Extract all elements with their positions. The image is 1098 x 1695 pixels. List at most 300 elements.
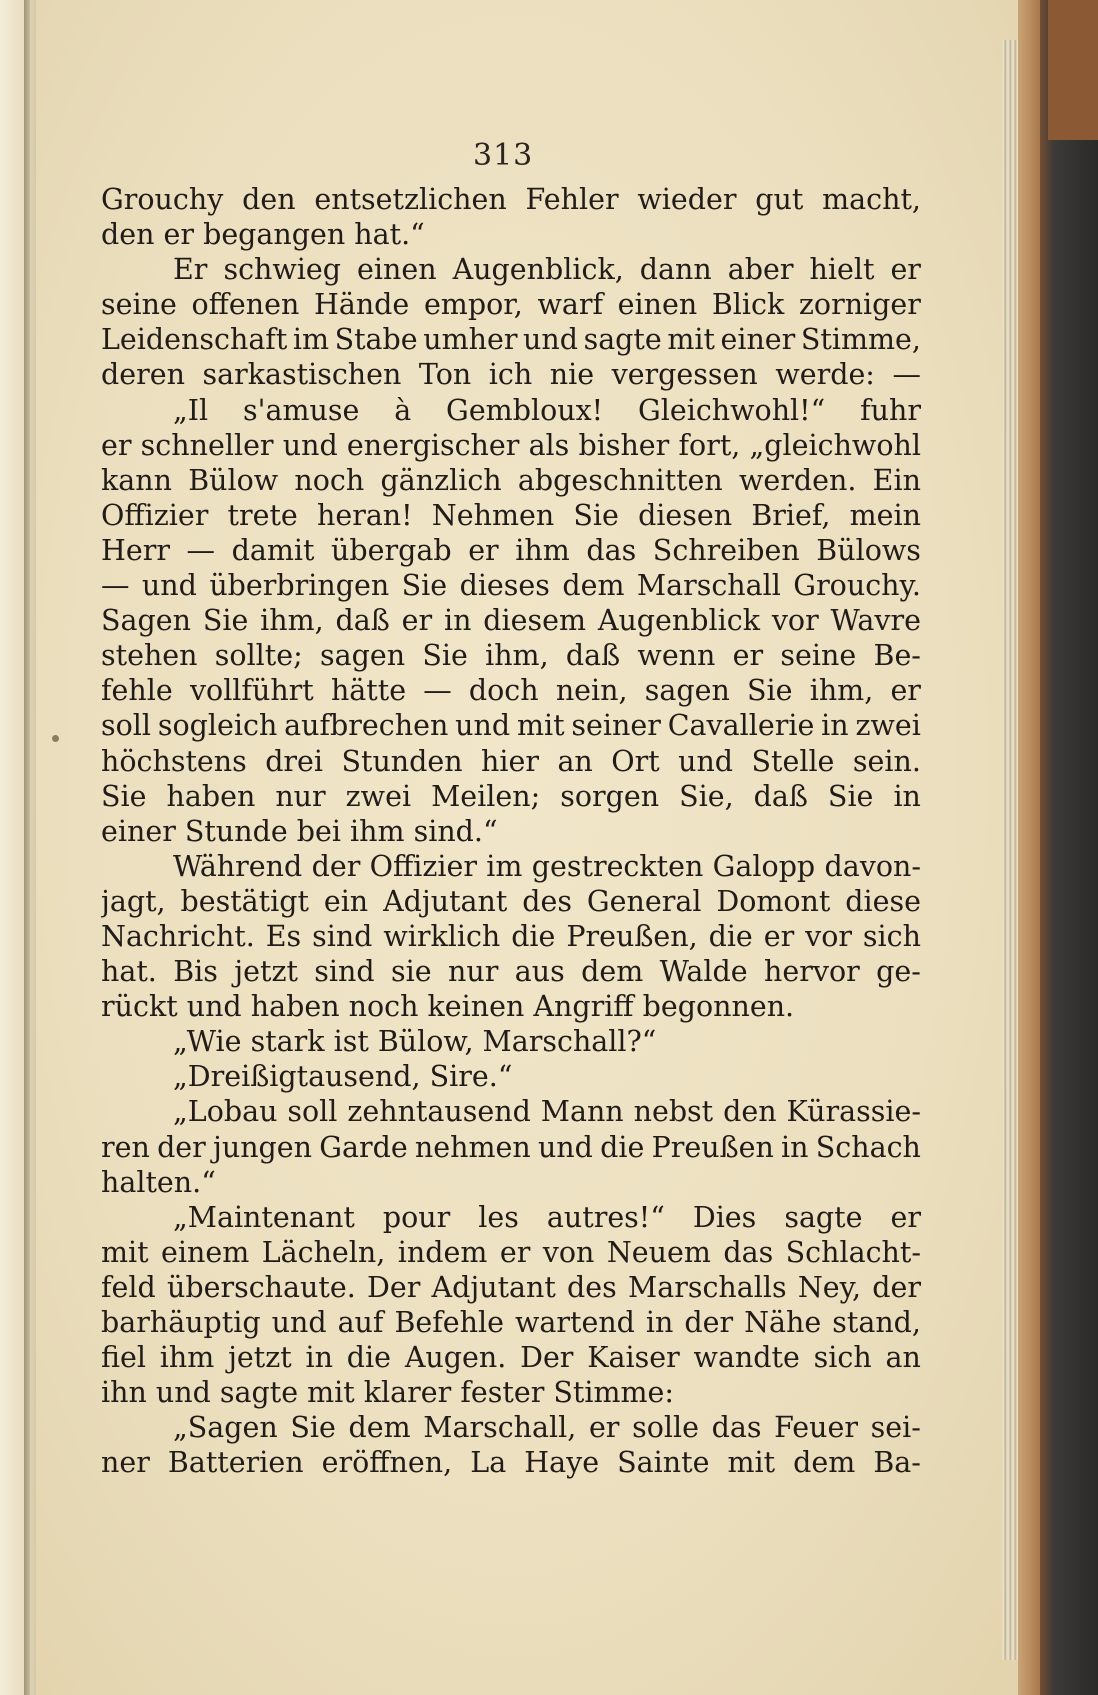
text-word: sollte; [214, 639, 303, 673]
text-word: das [711, 1411, 762, 1445]
text-word: Der [520, 1341, 574, 1375]
text-word: aus [514, 955, 565, 989]
text-word: übergab [331, 533, 452, 567]
text-word: zwei [855, 709, 921, 743]
text-word: Lächeln, [261, 1235, 386, 1269]
text-word: dem [793, 1446, 856, 1480]
text-word: daß [565, 639, 621, 673]
text-word: ihm, [485, 639, 549, 673]
text-word: Während [173, 849, 303, 883]
text-word: — [423, 674, 452, 708]
text-line [101, 252, 921, 287]
text-word: Kürassie- [786, 1095, 921, 1129]
text-word: die [511, 919, 556, 953]
text-word: Sie [422, 639, 468, 673]
text-word: barhäuptig [101, 1306, 261, 1339]
text-word: wenn [637, 639, 716, 673]
text-word: Bülow [188, 463, 279, 497]
text-word: wirklich [383, 919, 501, 953]
text-word: der [684, 1306, 734, 1339]
text-word: Offizier [101, 498, 209, 532]
text-word: à [394, 393, 412, 427]
text-word: Augenblick [597, 604, 760, 638]
text-word: kann [101, 463, 172, 497]
text-word: — [892, 358, 921, 392]
text-line [101, 393, 921, 428]
text-word: er [890, 253, 921, 287]
text-line [101, 1305, 921, 1340]
text-word: soll [287, 1095, 338, 1129]
text-word: Stelle [751, 744, 835, 778]
text-line [101, 322, 921, 357]
text-word: diesem [483, 604, 587, 638]
text-word: Sie, [679, 779, 734, 813]
text-word: Schreiben [652, 533, 800, 567]
text-word: indem [397, 1235, 488, 1269]
text-word: diesen [638, 498, 733, 532]
text-word: Grouchy. [793, 569, 921, 603]
text-word: — [186, 533, 216, 567]
text-word: die [708, 919, 753, 953]
text-word: fuhr [860, 393, 921, 427]
text-word: ihm, [260, 604, 324, 638]
text-word: Feuer [774, 1411, 859, 1445]
text-word: er [890, 674, 921, 708]
text-word: als [528, 428, 570, 462]
text-word: General [586, 884, 702, 918]
book-cover [1018, 0, 1098, 1695]
text-line [101, 919, 921, 954]
text-word: Meilen; [431, 779, 541, 813]
text-word: wieder [637, 183, 737, 216]
text-word: sorgen [560, 779, 660, 813]
text-word: Mann [540, 1095, 624, 1129]
text-word: energischer [346, 428, 520, 462]
text-word: Hände [313, 288, 410, 322]
text-word: hat. [101, 955, 157, 989]
text-word: an [557, 744, 593, 778]
text-word: Stabe [334, 323, 418, 357]
text-line [101, 533, 921, 568]
text-word: Adjutant [383, 884, 508, 918]
text-word: einem [161, 1235, 250, 1269]
text-word: sei- [870, 1411, 921, 1445]
text-word: Sie [290, 1411, 336, 1445]
text-word: werde: [775, 358, 875, 392]
text-word: nein, [555, 674, 628, 708]
text-word: fiel [101, 1341, 146, 1375]
text-line [101, 779, 921, 814]
text-word: Augen. [404, 1341, 507, 1375]
text-word: Blick [711, 288, 785, 322]
text-word: bestätigt [180, 884, 309, 918]
text-word: soll [101, 709, 152, 743]
text-line [101, 428, 921, 463]
text-word: der [311, 849, 361, 883]
text-word: Ein [872, 463, 921, 497]
text-line [101, 1340, 921, 1375]
text-word: vergessen [611, 358, 758, 392]
text-line: rückt und haben noch keinen Angriff begonnen. [101, 990, 795, 1024]
text-word: überschaute. [167, 1270, 356, 1304]
text-word: Brief, [751, 498, 831, 532]
text-word: empor, [423, 288, 523, 322]
text-word: daß [753, 779, 808, 813]
text-word: Galopp [712, 849, 816, 883]
text-word: und [523, 323, 578, 357]
text-word: daß [335, 604, 390, 638]
text-word: Er [173, 253, 208, 287]
text-word: ihm [515, 533, 570, 567]
text-word: sarkastischen [202, 358, 402, 392]
text-word: Es [265, 919, 302, 953]
text-word: wandte [693, 1341, 800, 1375]
text-word: Ton [418, 358, 472, 392]
text-line [101, 708, 921, 743]
text-line [101, 498, 921, 533]
text-word: bisher [578, 428, 670, 462]
text-word: der [157, 1130, 206, 1164]
text-word: hielt [809, 253, 875, 287]
text-word: Marschall, [423, 1411, 577, 1445]
text-word: ren [101, 1130, 150, 1164]
text-word: feld [101, 1270, 156, 1304]
text-word: Ort [611, 744, 660, 778]
text-line [101, 884, 921, 919]
text-word: jetzt [228, 1341, 292, 1375]
text-word: eröffnen, [321, 1446, 453, 1480]
text-word: seiner [571, 709, 661, 743]
text-word: dann [639, 253, 712, 287]
text-word: jagt, [101, 884, 166, 918]
text-word: in [305, 1341, 333, 1375]
text-word: Sie [101, 779, 147, 813]
text-word: werden. [739, 463, 857, 497]
text-word: zorniger [798, 288, 921, 322]
text-word: Sie [573, 498, 619, 532]
text-word: er [499, 1235, 531, 1269]
text-word: der [872, 1270, 921, 1304]
text-word: in [443, 604, 472, 638]
text-word: er [101, 428, 132, 462]
text-line [101, 287, 921, 322]
text-word: sind [312, 919, 373, 953]
text-word: des [522, 884, 572, 918]
text-word: noch [294, 463, 365, 497]
text-word: die [600, 1130, 645, 1164]
text-line [101, 568, 921, 603]
text-word: nur [275, 779, 326, 813]
text-word: an [885, 1341, 921, 1375]
text-word: mit [727, 1446, 776, 1480]
cover-corner [1048, 0, 1098, 140]
text-word: vor [771, 604, 819, 638]
text-word: Offizier [369, 849, 477, 883]
text-word: dem [348, 1411, 411, 1445]
text-word: sagen [319, 639, 406, 673]
text-word: Marschall [636, 569, 781, 603]
text-word: in [645, 1306, 674, 1339]
text-line: einer Stunde bei ihm sind.“ [101, 814, 498, 848]
text-word: überbringen [209, 569, 390, 603]
text-word: Augenblick, [452, 253, 624, 287]
text-word: abgeschnitten [517, 463, 723, 497]
text-word: im [292, 323, 330, 357]
text-word: Sie [827, 779, 874, 813]
text-word: sich [862, 919, 921, 953]
text-word: les [478, 1200, 519, 1234]
text-word: das [723, 1235, 774, 1269]
text-word: „Sagen [173, 1411, 278, 1445]
text-line [101, 1445, 921, 1480]
text-word: Ney, [797, 1270, 862, 1304]
text-word: sind [314, 955, 375, 989]
text-word: und [455, 709, 511, 743]
text-word: sagte [583, 323, 662, 357]
text-word: und [141, 569, 197, 603]
text-word: warf [537, 288, 603, 322]
text-word: „Lobau [173, 1095, 278, 1129]
text-word: das [586, 533, 637, 567]
text-word: diese [845, 884, 921, 918]
text-word: seine [780, 639, 857, 673]
text-word: nur [448, 955, 499, 989]
text-word: den [242, 183, 296, 216]
text-word: solle [632, 1411, 699, 1445]
text-word: Leidenschaft [101, 323, 288, 357]
text-word: Schach [815, 1130, 921, 1164]
text-word: Wavre [830, 604, 921, 638]
text-word: im [486, 849, 523, 883]
page-number: 313 [473, 138, 534, 173]
text-word: Sainte [617, 1446, 710, 1480]
text-word: Cavallerie [667, 709, 815, 743]
text-word: des [567, 1270, 617, 1304]
text-word: von [542, 1235, 595, 1269]
text-line [101, 603, 921, 638]
text-word: Preußen [651, 1130, 774, 1164]
text-word: den [723, 1095, 777, 1129]
text-word: autres!“ [546, 1200, 665, 1234]
text-word: dieses [459, 569, 550, 603]
text-word: damit [231, 533, 315, 567]
text-word: Sie [202, 604, 249, 638]
text-line: halten.“ [101, 1165, 216, 1199]
text-word: davon- [824, 849, 921, 883]
text-word: jungen [213, 1130, 313, 1164]
text-line [101, 954, 921, 989]
text-word: Preußen, [566, 919, 698, 953]
text-word: er [890, 1200, 921, 1234]
text-word: haben [166, 779, 256, 813]
text-word: er [468, 533, 499, 567]
text-word: Sagen [101, 604, 191, 638]
text-word: in [781, 1130, 809, 1164]
text-line [101, 673, 921, 708]
text-line [101, 849, 921, 884]
text-line [101, 744, 921, 779]
text-word: hier [481, 744, 540, 778]
text-word: dem [581, 955, 644, 989]
text-word: jetzt [234, 955, 298, 989]
text-word: Gembloux! [446, 393, 604, 427]
text-word: zwei [345, 779, 412, 813]
text-word: Bülows [816, 533, 921, 567]
text-word: er [588, 1411, 620, 1445]
text-line [101, 1130, 921, 1165]
text-word: in [893, 779, 921, 813]
book-page [36, 0, 1026, 1695]
text-word: mit [516, 709, 565, 743]
text-word: Nähe [744, 1306, 822, 1339]
text-word: und [271, 1306, 327, 1339]
paper-spot [52, 735, 59, 742]
text-word: und [537, 1130, 593, 1164]
text-word: Sie [401, 569, 448, 603]
text-word: „Maintenant [173, 1200, 355, 1234]
text-word: Haye [524, 1446, 600, 1480]
text-word: Stimme, [800, 323, 921, 357]
text-word: Domont [716, 884, 831, 918]
text-line [101, 182, 921, 217]
text-line: den er begangen hat.“ [101, 218, 425, 252]
text-line [101, 357, 921, 392]
text-word: er [732, 639, 764, 673]
text-word: wartend [515, 1306, 635, 1339]
text-word: einer [720, 323, 796, 357]
text-word: gänzlich [380, 463, 502, 497]
text-word: vor [805, 919, 853, 953]
text-line [101, 1094, 921, 1129]
text-word: stehen [101, 639, 198, 673]
cover-leather-edge [1018, 0, 1040, 1695]
text-word: umher [423, 323, 518, 357]
text-line [101, 1410, 921, 1445]
text-word: Nachricht. [101, 919, 255, 953]
text-word: zehntausend [347, 1095, 531, 1129]
text-word: vollführt [189, 674, 314, 708]
text-word: doch [468, 674, 539, 708]
text-line [101, 638, 921, 673]
text-word: entsetzlichen [314, 183, 507, 216]
text-word: ein [323, 884, 369, 918]
text-word: seine [101, 288, 177, 322]
text-word: gestreckten [531, 849, 704, 883]
text-word: Adjutant [431, 1270, 556, 1304]
text-word: die [346, 1341, 392, 1375]
text-word: Bis [173, 955, 218, 989]
text-word: pour [382, 1200, 451, 1234]
text-word: Der [366, 1270, 421, 1304]
text-word: sagte [784, 1200, 863, 1234]
text-word: Fehler [525, 183, 619, 216]
text-line: ihn und sagte mit klarer fester Stimme: [101, 1376, 674, 1410]
text-word: hätte [330, 674, 407, 708]
text-word: Dies [692, 1200, 757, 1234]
text-word: Kaiser [587, 1341, 680, 1375]
text-word: stand, [832, 1306, 921, 1339]
text-word: Garde [319, 1130, 408, 1164]
text-word: fehle [101, 674, 173, 708]
text-word: trete [227, 498, 298, 532]
text-word: aufbrechen [284, 709, 449, 743]
text-word: ihm, [809, 674, 874, 708]
scan-left-margin [0, 0, 40, 1695]
text-word: dem [562, 569, 625, 603]
text-word: einen [357, 253, 437, 287]
text-word: Herr [101, 533, 170, 567]
text-word: Batterien [167, 1446, 304, 1480]
text-word: Gleichwohl!“ [637, 393, 826, 427]
text-word: er [401, 604, 433, 638]
text-word: aber [727, 253, 794, 287]
text-word: nebst [633, 1095, 714, 1129]
text-word: mein [849, 498, 921, 532]
text-word: sich [813, 1341, 872, 1375]
text-word: sein. [852, 744, 921, 778]
text-line: „Wie stark ist Bülow, Marschall?“ [173, 1025, 657, 1059]
text-word: Neuem [606, 1235, 711, 1269]
text-word: ihm [159, 1341, 215, 1375]
text-word: Ba- [873, 1446, 921, 1480]
text-word: Befehle [394, 1306, 505, 1339]
text-word: gut [755, 183, 804, 216]
text-line [101, 463, 921, 498]
text-word: Nehmen [431, 498, 555, 532]
text-word: Be- [873, 639, 921, 673]
text-word: nehmen [414, 1130, 531, 1164]
text-word: drei [265, 744, 324, 778]
text-word: und [678, 744, 734, 778]
text-word: mit [101, 1235, 149, 1269]
text-word: und [282, 428, 338, 462]
text-word: ich [488, 358, 533, 392]
text-word: in [821, 709, 849, 743]
text-word: Walde [659, 955, 748, 989]
text-word: schwieg [223, 253, 342, 287]
text-word: Schlacht- [785, 1235, 921, 1269]
text-word: fort, [678, 428, 741, 462]
text-word: s'amuse [243, 393, 360, 427]
text-word: offenen [191, 288, 300, 322]
text-word: sagen [644, 674, 730, 708]
text-word: einen [617, 288, 698, 322]
text-word: höchstens [101, 744, 247, 778]
text-word: Marschalls [628, 1270, 787, 1304]
text-word: mit [667, 323, 715, 357]
text-word: ge- [876, 955, 921, 989]
text-word: — [101, 569, 130, 603]
text-line: „Dreißigtausend, Sire.“ [173, 1060, 513, 1094]
text-word: „Il [173, 393, 209, 427]
text-word: auf [337, 1306, 384, 1339]
text-word: er [763, 919, 795, 953]
text-word: deren [101, 358, 185, 392]
text-word: Sie [747, 674, 793, 708]
text-word: Stunden [341, 744, 463, 778]
text-word: ner [101, 1446, 150, 1480]
text-word: schneller [140, 428, 274, 462]
text-word: heran! [316, 498, 413, 532]
text-line [101, 1235, 921, 1270]
text-word: sie [391, 955, 432, 989]
page-text [101, 182, 921, 1480]
text-word: nie [549, 358, 595, 392]
text-line [101, 1200, 921, 1235]
text-word: hervor [764, 955, 860, 989]
text-word: „gleichwohl [749, 428, 921, 462]
text-line [101, 1270, 921, 1305]
